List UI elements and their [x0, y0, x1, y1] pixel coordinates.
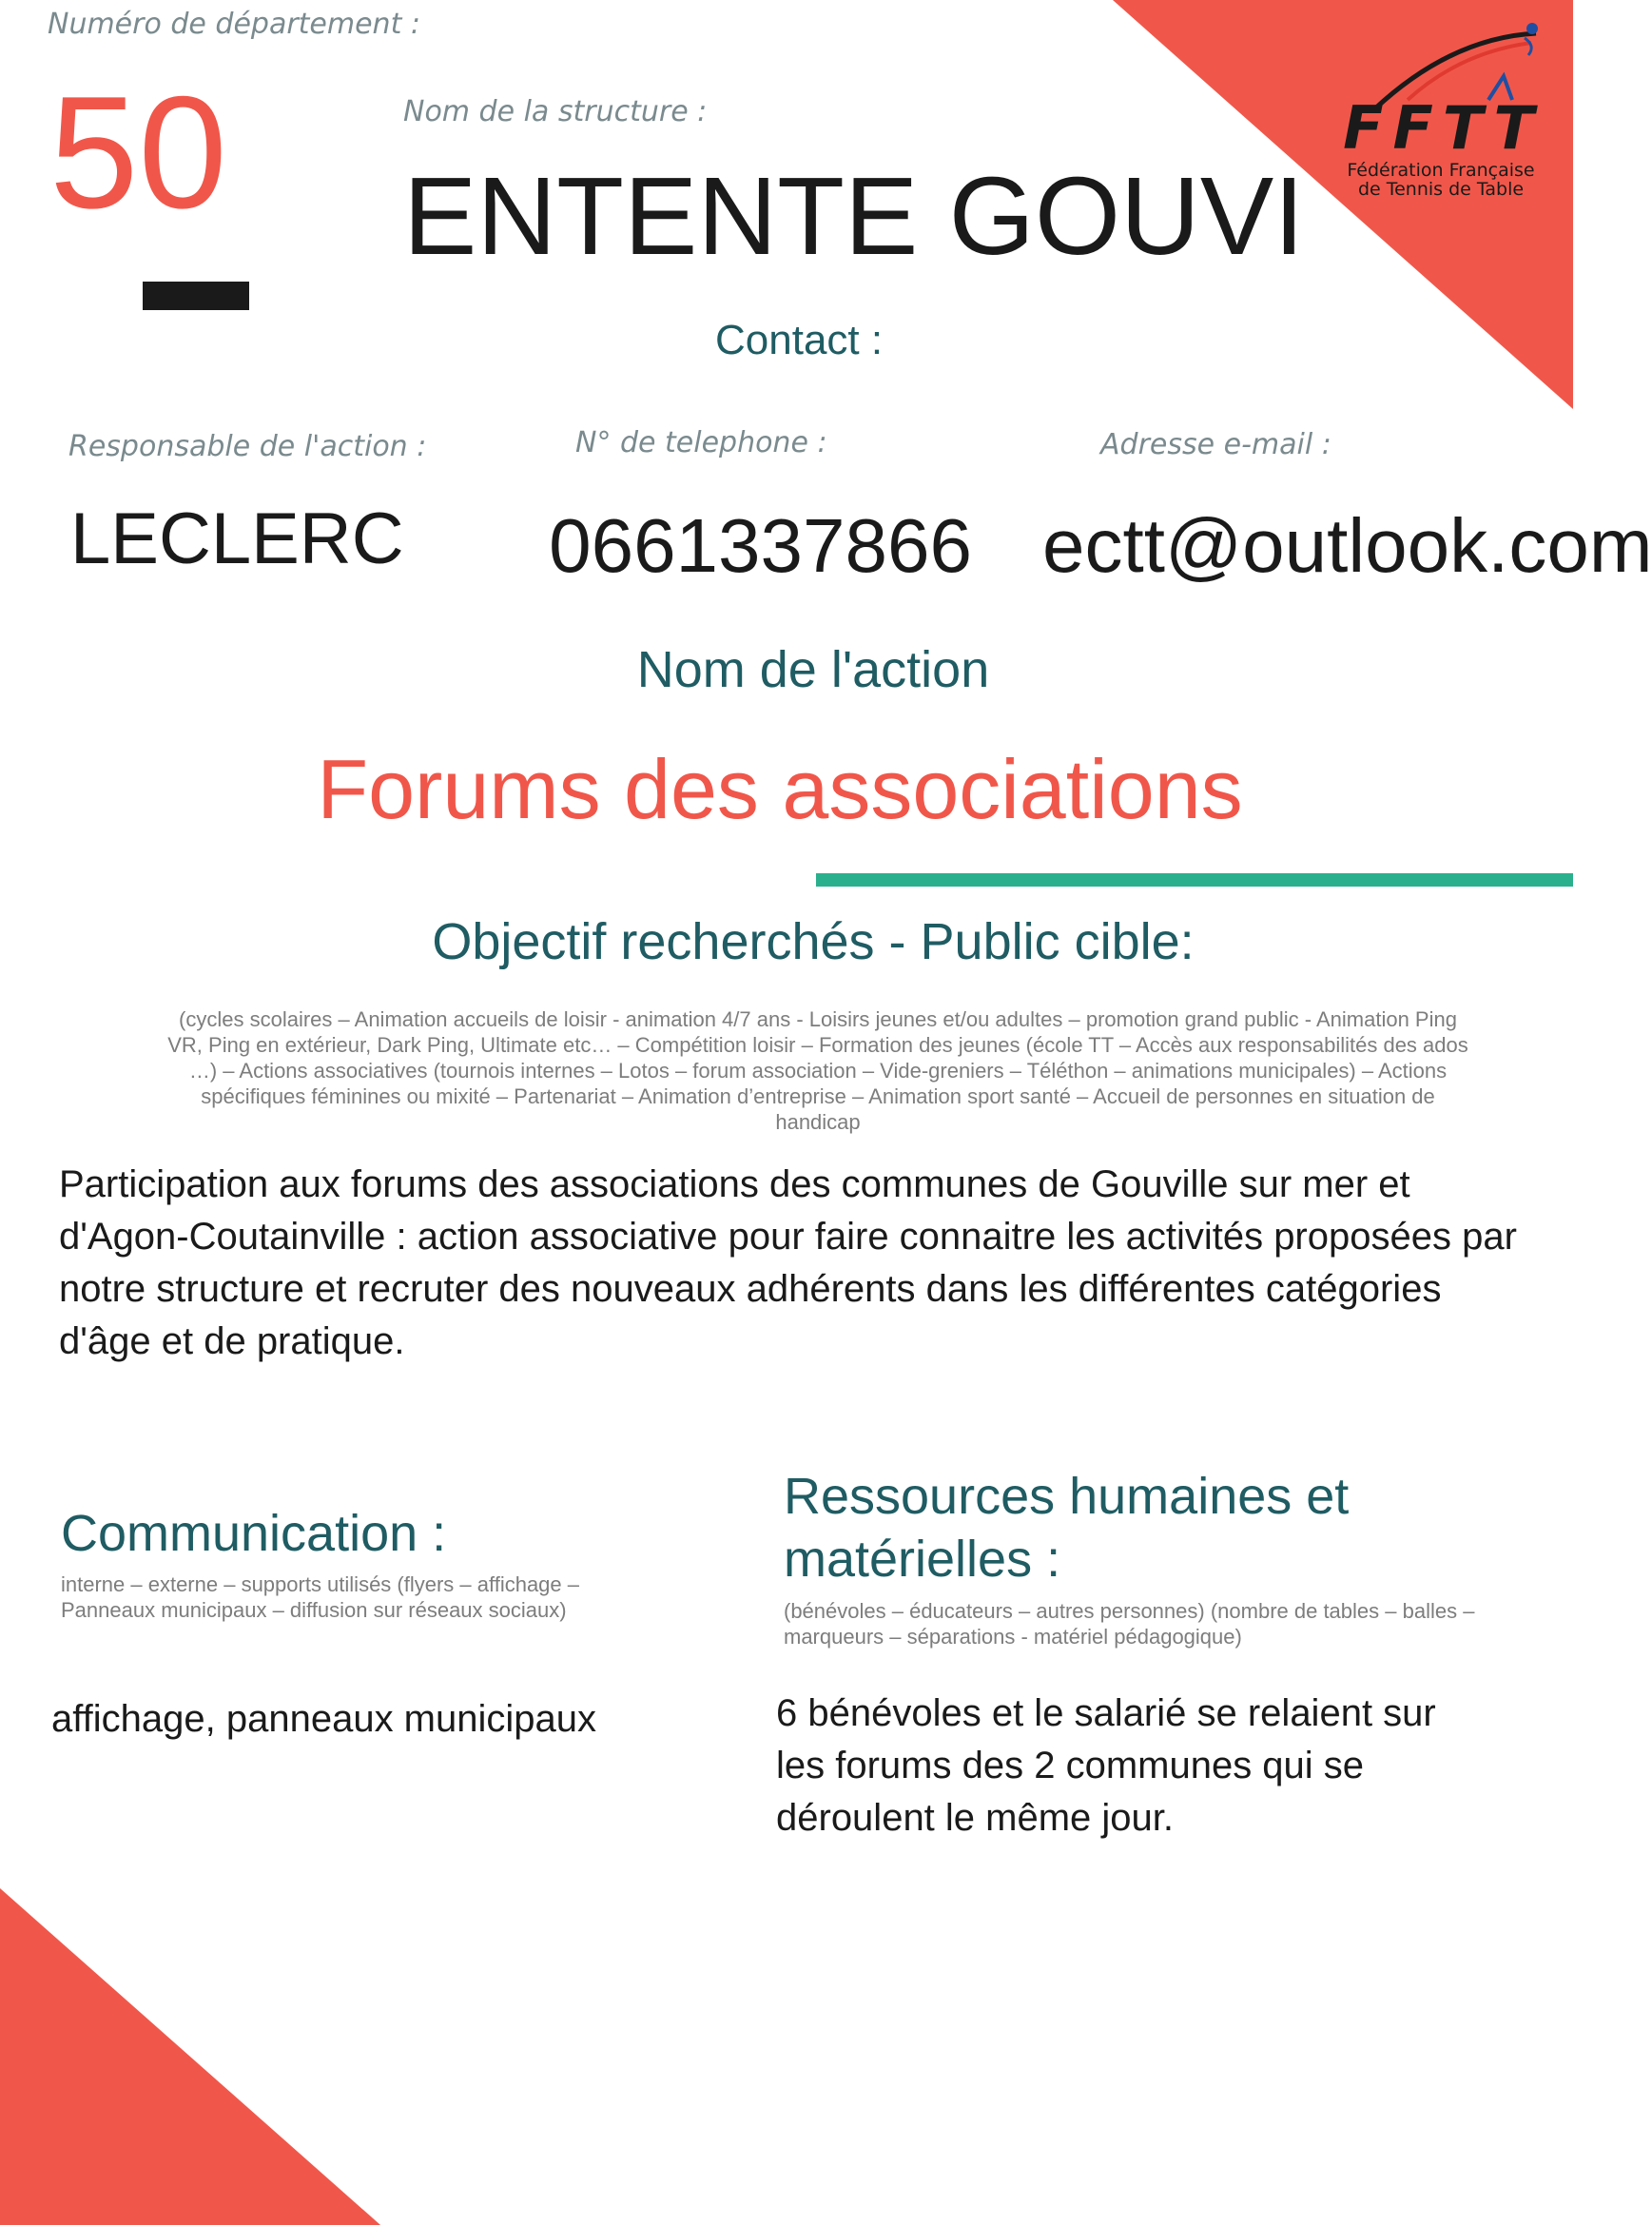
phone-value: 0661337866	[549, 503, 972, 588]
objectif-text: Participation aux forums des associations des communes de Gouville sur mer et d'Agon-Coutainville : action associative pour faire connaitre les activités proposées par notre structure et recruter des nouveaux adhérents dans les différentes catégories d'âge et de pratique.	[59, 1163, 1517, 1362]
action-label: Nom de l'action	[636, 641, 990, 698]
structure-label: Nom de la structure :	[403, 95, 708, 128]
structure-name: ENTENTE GOUVI	[403, 154, 1305, 278]
green-divider-rule	[816, 873, 1573, 887]
ressources-text: 6 bénévoles et le salarié se relaient sur les forums des 2 communes qui se déroulent le même jour.	[776, 1692, 1436, 1839]
email-label: Adresse e-mail :	[1100, 428, 1331, 461]
email-value: ectt@outlook.com	[1042, 503, 1652, 588]
dept-underline-bar	[143, 282, 249, 310]
communication-title: Communication :	[61, 1505, 447, 1562]
communication-text: affichage, panneaux municipaux	[51, 1698, 597, 1740]
dept-number: 50	[49, 63, 227, 242]
dept-label: Numéro de département :	[48, 8, 420, 41]
bottom-left-corner-triangle	[0, 1888, 380, 2225]
logo-line-1: Fédération Française	[1347, 160, 1535, 181]
contact-title: Contact :	[715, 317, 884, 363]
action-name: Forums des associations	[317, 742, 1243, 836]
ressources-hint: (bénévoles – éducateurs – autres personnes) (nombre de tables – balles – marqueurs – séparations - matériel pédagogique)	[784, 1599, 1475, 1649]
email-value-clip	[1042, 502, 1652, 590]
logo-letters: FFTT	[1343, 93, 1544, 163]
phone-value-clip	[549, 502, 972, 590]
objectif-title: Objectif recherchés - Public cible:	[432, 913, 1195, 970]
phone-label: N° de telephone :	[575, 426, 827, 459]
ressources-title: Ressources humaines et matérielles :	[784, 1468, 1350, 1588]
logo-line-2: de Tennis de Table	[1357, 179, 1525, 200]
objectif-hint: (cycles scolaires – Animation accueils de loisir - animation 4/7 ans - Loisirs jeunes et/ou adultes – promotion grand public - Animation Ping VR, Ping en extérieur, Dark Ping, Ultimate etc… – Compétition loisir – Formation des jeunes (école TT – Accès aux responsabilités des ados …) – Actions associatives (tournois internes – Lotos – forum association – Vide-greniers – Téléthon – animations municipales) – Actions spécifiques féminines ou mixité – Partenariat – Animation d’entreprise – Animation sport santé – Accueil de personnes en situation de handicap	[167, 1007, 1468, 1134]
responsable-value: LECLERC	[70, 498, 404, 579]
fftt-logo	[1317, 10, 1565, 200]
communication-hint: interne – externe – supports utilisés (flyers – affichage – Panneaux municipaux – diffusion sur réseaux sociaux)	[61, 1572, 580, 1622]
responsable-label: Responsable de l'action :	[68, 430, 427, 463]
